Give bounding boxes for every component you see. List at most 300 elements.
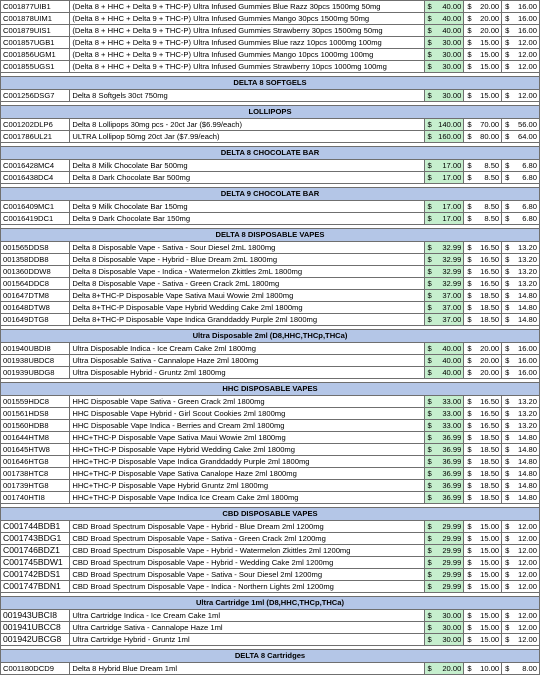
wholesale-cell-content — [466, 49, 499, 60]
currency-symbol: $ — [427, 291, 432, 300]
price-cell — [425, 61, 464, 73]
sku-cell: C0016428MC4 — [1, 160, 70, 172]
table-row — [1, 468, 540, 480]
currency-symbol: $ — [467, 522, 472, 531]
wholesale-cell — [464, 201, 502, 213]
currency-symbol: $ — [427, 433, 432, 442]
currency-symbol: $ — [427, 62, 432, 71]
distributor-cell-content — [504, 557, 537, 568]
distributor-cell — [502, 131, 540, 143]
sku-cell: 001938UBDC8 — [1, 355, 70, 367]
currency-symbol: $ — [427, 582, 432, 591]
distributor-cell-content — [504, 396, 537, 407]
price-cell-value: 40.00 — [442, 26, 462, 35]
price-cell-value: 17.00 — [442, 173, 462, 182]
distributor-cell-value: 12.00 — [517, 50, 537, 59]
distributor-cell — [502, 61, 540, 73]
wholesale-cell — [464, 581, 502, 593]
distributor-cell-content — [504, 492, 537, 503]
price-cell-content — [426, 1, 461, 12]
distributor-cell-value: 56.00 — [517, 120, 537, 129]
table-row — [1, 314, 540, 326]
wholesale-cell — [464, 521, 502, 533]
wholesale-cell-value: 20.00 — [480, 14, 500, 23]
description-cell: Delta 8 Disposable Vape - Indica - Watermelon Zkittles 2mL 1800mg — [70, 266, 425, 278]
currency-symbol: $ — [427, 445, 432, 454]
sku-cell: 001939UBDG8 — [1, 367, 70, 379]
distributor-cell-value: 12.00 — [517, 623, 537, 632]
price-cell-value: 32.99 — [442, 243, 462, 252]
distributor-cell-value: 12.00 — [517, 570, 537, 579]
currency-symbol: $ — [505, 50, 510, 59]
wholesale-cell-value: 18.50 — [480, 481, 500, 490]
table-row — [1, 1, 540, 13]
sku-cell: C001743BDG1 — [1, 533, 70, 545]
sku-cell: 001561HDS8 — [1, 408, 70, 420]
wholesale-cell — [464, 610, 502, 622]
price-cell — [425, 355, 464, 367]
wholesale-cell-value: 10.00 — [480, 664, 500, 673]
description-cell: HHC+THC-P Disposable Vape Sativa Canalope Haze 2ml 1800mg — [70, 468, 425, 480]
currency-symbol: $ — [427, 623, 432, 632]
currency-symbol: $ — [427, 2, 432, 11]
description-cell: Ultra Cartridge Sativa - Cannalope Haze 1ml — [70, 622, 425, 634]
section-title: DELTA 8 DISPOSABLE VAPES — [1, 229, 540, 242]
description-cell: HHC+THC-P Disposable Vape Indica Granddaddy Purple 2ml 1800mg — [70, 456, 425, 468]
price-cell-content — [426, 37, 461, 48]
currency-symbol: $ — [505, 14, 510, 23]
description-cell: Ultra Disposable Hybrid - Gruntz 2ml 1800mg — [70, 367, 425, 379]
wholesale-cell-content — [466, 213, 499, 224]
distributor-cell — [502, 420, 540, 432]
section-header — [1, 330, 540, 343]
description-cell: Delta 9 Dark Chocolate Bar 150mg — [70, 213, 425, 225]
currency-symbol: $ — [467, 26, 472, 35]
price-cell-value: 40.00 — [442, 344, 462, 353]
currency-symbol: $ — [505, 570, 510, 579]
wholesale-cell-content — [466, 13, 499, 24]
distributor-cell-value: 64.00 — [517, 132, 537, 141]
distributor-cell-content — [504, 1, 537, 12]
price-cell — [425, 254, 464, 266]
sku-cell: C001877UIB1 — [1, 1, 70, 13]
table-row — [1, 254, 540, 266]
distributor-cell — [502, 557, 540, 569]
price-cell-content — [426, 25, 461, 36]
distributor-cell-content — [504, 663, 537, 674]
price-cell-content — [426, 456, 461, 467]
wholesale-cell — [464, 432, 502, 444]
table-row — [1, 533, 540, 545]
wholesale-cell-value: 20.00 — [480, 368, 500, 377]
distributor-cell-value: 13.20 — [517, 243, 537, 252]
currency-symbol: $ — [467, 481, 472, 490]
distributor-cell-value: 12.00 — [517, 38, 537, 47]
sku-cell: 001940UBDI8 — [1, 343, 70, 355]
table-row — [1, 119, 540, 131]
table-row — [1, 581, 540, 593]
currency-symbol: $ — [427, 161, 432, 170]
distributor-cell-content — [504, 25, 537, 36]
description-cell: Ultra Cartridge Hybrid - Gruntz 1ml — [70, 634, 425, 646]
table-row — [1, 131, 540, 143]
price-list-body — [1, 1, 540, 675]
distributor-cell-content — [504, 408, 537, 419]
distributor-cell — [502, 444, 540, 456]
price-cell-content — [426, 131, 461, 142]
description-cell: CBD Broad Spectrum Disposable Vape - Sativa - Green Crack 2ml 1200mg — [70, 533, 425, 545]
currency-symbol: $ — [467, 173, 472, 182]
wholesale-cell-content — [466, 468, 499, 479]
section-title: DELTA 8 CHOCOLATE BAR — [1, 147, 540, 160]
distributor-cell-value: 13.20 — [517, 279, 537, 288]
description-cell: (Delta 8 + HHC + Delta 9 + THC-P) Ultra Infused Gummies Mango 10pcs 1000mg 100mg — [70, 49, 425, 61]
section-header — [1, 147, 540, 160]
currency-symbol: $ — [467, 243, 472, 252]
table-row — [1, 13, 540, 25]
price-cell — [425, 131, 464, 143]
currency-symbol: $ — [467, 91, 472, 100]
distributor-cell-content — [504, 610, 537, 621]
currency-symbol: $ — [427, 409, 432, 418]
price-cell — [425, 420, 464, 432]
price-cell-content — [426, 49, 461, 60]
currency-symbol: $ — [427, 664, 432, 673]
currency-symbol: $ — [427, 202, 432, 211]
wholesale-cell-value: 15.00 — [480, 38, 500, 47]
price-cell-value: 32.99 — [442, 267, 462, 276]
price-cell-value: 36.99 — [442, 433, 462, 442]
currency-symbol: $ — [467, 546, 472, 555]
section-title: DELTA 8 Cartridges — [1, 650, 540, 663]
price-cell — [425, 480, 464, 492]
sku-cell: C0016419DC1 — [1, 213, 70, 225]
distributor-cell — [502, 569, 540, 581]
distributor-cell-content — [504, 314, 537, 325]
wholesale-cell-content — [466, 557, 499, 568]
price-cell — [425, 545, 464, 557]
currency-symbol: $ — [505, 279, 510, 288]
wholesale-cell — [464, 213, 502, 225]
currency-symbol: $ — [427, 26, 432, 35]
distributor-cell-value: 12.00 — [517, 635, 537, 644]
price-cell — [425, 468, 464, 480]
price-cell — [425, 456, 464, 468]
distributor-cell-content — [504, 622, 537, 633]
table-row — [1, 343, 540, 355]
distributor-cell — [502, 314, 540, 326]
sku-cell: C001202DLP6 — [1, 119, 70, 131]
distributor-cell — [502, 581, 540, 593]
distributor-cell-value: 12.00 — [517, 534, 537, 543]
currency-symbol: $ — [427, 481, 432, 490]
distributor-cell-content — [504, 581, 537, 592]
wholesale-cell-value: 15.00 — [480, 558, 500, 567]
currency-symbol: $ — [505, 611, 510, 620]
price-cell-content — [426, 254, 461, 265]
currency-symbol: $ — [505, 546, 510, 555]
currency-symbol: $ — [505, 409, 510, 418]
currency-symbol: $ — [427, 493, 432, 502]
price-cell-content — [426, 521, 461, 532]
currency-symbol: $ — [505, 481, 510, 490]
price-cell — [425, 90, 464, 102]
table-row — [1, 480, 540, 492]
wholesale-cell-content — [466, 25, 499, 36]
section-title: LOLLIPOPS — [1, 106, 540, 119]
wholesale-cell-content — [466, 396, 499, 407]
table-row — [1, 201, 540, 213]
wholesale-cell-value: 15.00 — [480, 570, 500, 579]
wholesale-cell — [464, 25, 502, 37]
price-cell-content — [426, 396, 461, 407]
price-cell-value: 29.99 — [442, 558, 462, 567]
distributor-cell-value: 16.00 — [517, 356, 537, 365]
description-cell: HHC Disposable Vape Sativa - Green Crack 2ml 1800mg — [70, 396, 425, 408]
price-cell — [425, 266, 464, 278]
price-cell-value: 32.99 — [442, 255, 462, 264]
description-cell: HHC+THC-P Disposable Vape Sativa Maui Wowie 2ml 1800mg — [70, 432, 425, 444]
sku-cell: C001745BDW1 — [1, 557, 70, 569]
currency-symbol: $ — [505, 91, 510, 100]
table-row — [1, 367, 540, 379]
currency-symbol: $ — [427, 267, 432, 276]
wholesale-cell-value: 16.50 — [480, 255, 500, 264]
wholesale-cell-value: 15.00 — [480, 582, 500, 591]
price-cell-value: 30.00 — [442, 50, 462, 59]
distributor-cell-content — [504, 521, 537, 532]
wholesale-cell-content — [466, 302, 499, 313]
price-cell-content — [426, 266, 461, 277]
wholesale-cell-content — [466, 533, 499, 544]
price-cell — [425, 25, 464, 37]
wholesale-cell-content — [466, 521, 499, 532]
distributor-cell-value: 14.80 — [517, 315, 537, 324]
wholesale-cell-content — [466, 622, 499, 633]
distributor-cell-content — [504, 480, 537, 491]
wholesale-cell-value: 18.50 — [480, 315, 500, 324]
sku-cell: C001747BDN1 — [1, 581, 70, 593]
wholesale-cell-value: 16.50 — [480, 409, 500, 418]
wholesale-cell-content — [466, 201, 499, 212]
currency-symbol: $ — [467, 214, 472, 223]
distributor-cell — [502, 278, 540, 290]
distributor-cell-content — [504, 290, 537, 301]
distributor-cell-content — [504, 90, 537, 101]
currency-symbol: $ — [505, 445, 510, 454]
wholesale-cell-value: 18.50 — [480, 433, 500, 442]
wholesale-cell — [464, 314, 502, 326]
wholesale-cell-value: 16.50 — [480, 279, 500, 288]
distributor-cell — [502, 160, 540, 172]
table-row — [1, 610, 540, 622]
table-row — [1, 49, 540, 61]
description-cell: Delta 8+THC-P Disposable Vape Indica Granddaddy Purple 2ml 1800mg — [70, 314, 425, 326]
distributor-cell — [502, 302, 540, 314]
price-cell — [425, 119, 464, 131]
currency-symbol: $ — [427, 173, 432, 182]
wholesale-cell-content — [466, 37, 499, 48]
price-cell-content — [426, 533, 461, 544]
distributor-cell — [502, 396, 540, 408]
table-row — [1, 432, 540, 444]
price-cell-content — [426, 201, 461, 212]
price-cell-value: 40.00 — [442, 2, 462, 11]
currency-symbol: $ — [467, 570, 472, 579]
sku-cell: C001855UGS1 — [1, 61, 70, 73]
price-cell-content — [426, 492, 461, 503]
wholesale-cell-value: 20.00 — [480, 356, 500, 365]
currency-symbol: $ — [427, 534, 432, 543]
currency-symbol: $ — [467, 62, 472, 71]
currency-symbol: $ — [467, 635, 472, 644]
currency-symbol: $ — [427, 611, 432, 620]
distributor-cell-content — [504, 468, 537, 479]
description-cell: Delta 9 Milk Chocolate Bar 150mg — [70, 201, 425, 213]
currency-symbol: $ — [427, 315, 432, 324]
distributor-cell-value: 14.80 — [517, 291, 537, 300]
wholesale-cell-content — [466, 1, 499, 12]
wholesale-cell-value: 18.50 — [480, 469, 500, 478]
currency-symbol: $ — [467, 445, 472, 454]
sku-cell: 001644HTM8 — [1, 432, 70, 444]
distributor-cell-value: 16.00 — [517, 368, 537, 377]
distributor-cell-value: 16.00 — [517, 14, 537, 23]
price-cell — [425, 396, 464, 408]
section-header — [1, 508, 540, 521]
price-cell-value: 37.00 — [442, 303, 462, 312]
currency-symbol: $ — [467, 344, 472, 353]
description-cell: Ultra Cartridge Indica - Ice Cream Cake 1ml — [70, 610, 425, 622]
description-cell: HHC+THC-P Disposable Vape Indica Ice Cream Cake 2ml 1800mg — [70, 492, 425, 504]
price-cell-value: 29.99 — [442, 582, 462, 591]
currency-symbol: $ — [467, 368, 472, 377]
distributor-cell — [502, 290, 540, 302]
wholesale-cell-value: 80.00 — [480, 132, 500, 141]
price-cell — [425, 610, 464, 622]
price-cell-value: 36.99 — [442, 457, 462, 466]
distributor-cell — [502, 343, 540, 355]
currency-symbol: $ — [505, 356, 510, 365]
distributor-cell-content — [504, 172, 537, 183]
wholesale-cell-content — [466, 367, 499, 378]
price-cell — [425, 172, 464, 184]
section-header — [1, 597, 540, 610]
wholesale-cell — [464, 37, 502, 49]
sku-cell: 001941UBCC8 — [1, 622, 70, 634]
sku-cell: C0016409MC1 — [1, 201, 70, 213]
distributor-cell — [502, 456, 540, 468]
price-cell-content — [426, 314, 461, 325]
wholesale-cell-value: 8.50 — [484, 161, 500, 170]
price-cell-value: 40.00 — [442, 368, 462, 377]
distributor-cell-value: 12.00 — [517, 546, 537, 555]
description-cell: CBD Broad Spectrum Disposable Vape - Hybrid - Wedding Cake 2ml 1200mg — [70, 557, 425, 569]
price-cell-value: 30.00 — [442, 91, 462, 100]
sku-cell: 001647DTM8 — [1, 290, 70, 302]
currency-symbol: $ — [467, 255, 472, 264]
price-cell-content — [426, 545, 461, 556]
description-cell: Ultra Disposable Sativa - Cannalope Haze 2ml 1800mg — [70, 355, 425, 367]
wholesale-cell-content — [466, 266, 499, 277]
sku-cell: C001256DSG7 — [1, 90, 70, 102]
currency-symbol: $ — [467, 397, 472, 406]
distributor-cell — [502, 266, 540, 278]
price-cell-content — [426, 610, 461, 621]
distributor-cell — [502, 172, 540, 184]
distributor-cell — [502, 119, 540, 131]
wholesale-cell — [464, 119, 502, 131]
distributor-cell-content — [504, 213, 537, 224]
price-cell-value: 17.00 — [442, 214, 462, 223]
wholesale-cell-value: 18.50 — [480, 493, 500, 502]
price-cell-value: 29.99 — [442, 570, 462, 579]
price-cell-content — [426, 663, 461, 674]
price-cell — [425, 444, 464, 456]
currency-symbol: $ — [505, 202, 510, 211]
price-cell — [425, 622, 464, 634]
currency-symbol: $ — [427, 421, 432, 430]
sku-cell: 001559HDC8 — [1, 396, 70, 408]
price-cell-content — [426, 569, 461, 580]
section-title: HHC DISPOSABLE VAPES — [1, 383, 540, 396]
price-cell-value: 40.00 — [442, 356, 462, 365]
currency-symbol: $ — [505, 493, 510, 502]
table-row — [1, 456, 540, 468]
currency-symbol: $ — [427, 344, 432, 353]
price-cell-value: 30.00 — [442, 623, 462, 632]
table-row — [1, 266, 540, 278]
currency-symbol: $ — [427, 50, 432, 59]
wholesale-cell-value: 15.00 — [480, 522, 500, 531]
distributor-cell-content — [504, 343, 537, 354]
description-cell: (Delta 8 + HHC + Delta 9 + THC-P) Ultra Infused Gummies Strawberry 10pcs 1000mg 100mg — [70, 61, 425, 73]
wholesale-cell — [464, 569, 502, 581]
price-cell — [425, 569, 464, 581]
wholesale-cell-value: 18.50 — [480, 445, 500, 454]
wholesale-cell — [464, 622, 502, 634]
description-cell: Delta 8 Dark Chocolate Bar 500mg — [70, 172, 425, 184]
wholesale-cell — [464, 355, 502, 367]
sku-cell: 001564DDC8 — [1, 278, 70, 290]
price-cell — [425, 408, 464, 420]
price-cell-content — [426, 367, 461, 378]
table-row — [1, 663, 540, 675]
description-cell: HHC Disposable Vape Hybrid - Girl Scout Cookies 2ml 1800mg — [70, 408, 425, 420]
price-cell-content — [426, 119, 461, 130]
distributor-cell — [502, 25, 540, 37]
currency-symbol: $ — [427, 397, 432, 406]
distributor-cell-content — [504, 367, 537, 378]
currency-symbol: $ — [467, 50, 472, 59]
price-cell — [425, 49, 464, 61]
currency-symbol: $ — [467, 279, 472, 288]
currency-symbol: $ — [467, 493, 472, 502]
currency-symbol: $ — [427, 457, 432, 466]
sku-cell: 001358DDB8 — [1, 254, 70, 266]
wholesale-cell — [464, 456, 502, 468]
sku-cell: C0016438DC4 — [1, 172, 70, 184]
price-cell — [425, 242, 464, 254]
section-title: DELTA 8 SOFTGELS — [1, 77, 540, 90]
currency-symbol: $ — [505, 173, 510, 182]
price-cell-value: 17.00 — [442, 161, 462, 170]
wholesale-cell-content — [466, 314, 499, 325]
wholesale-cell — [464, 480, 502, 492]
currency-symbol: $ — [467, 356, 472, 365]
table-row — [1, 492, 540, 504]
distributor-cell-content — [504, 49, 537, 60]
